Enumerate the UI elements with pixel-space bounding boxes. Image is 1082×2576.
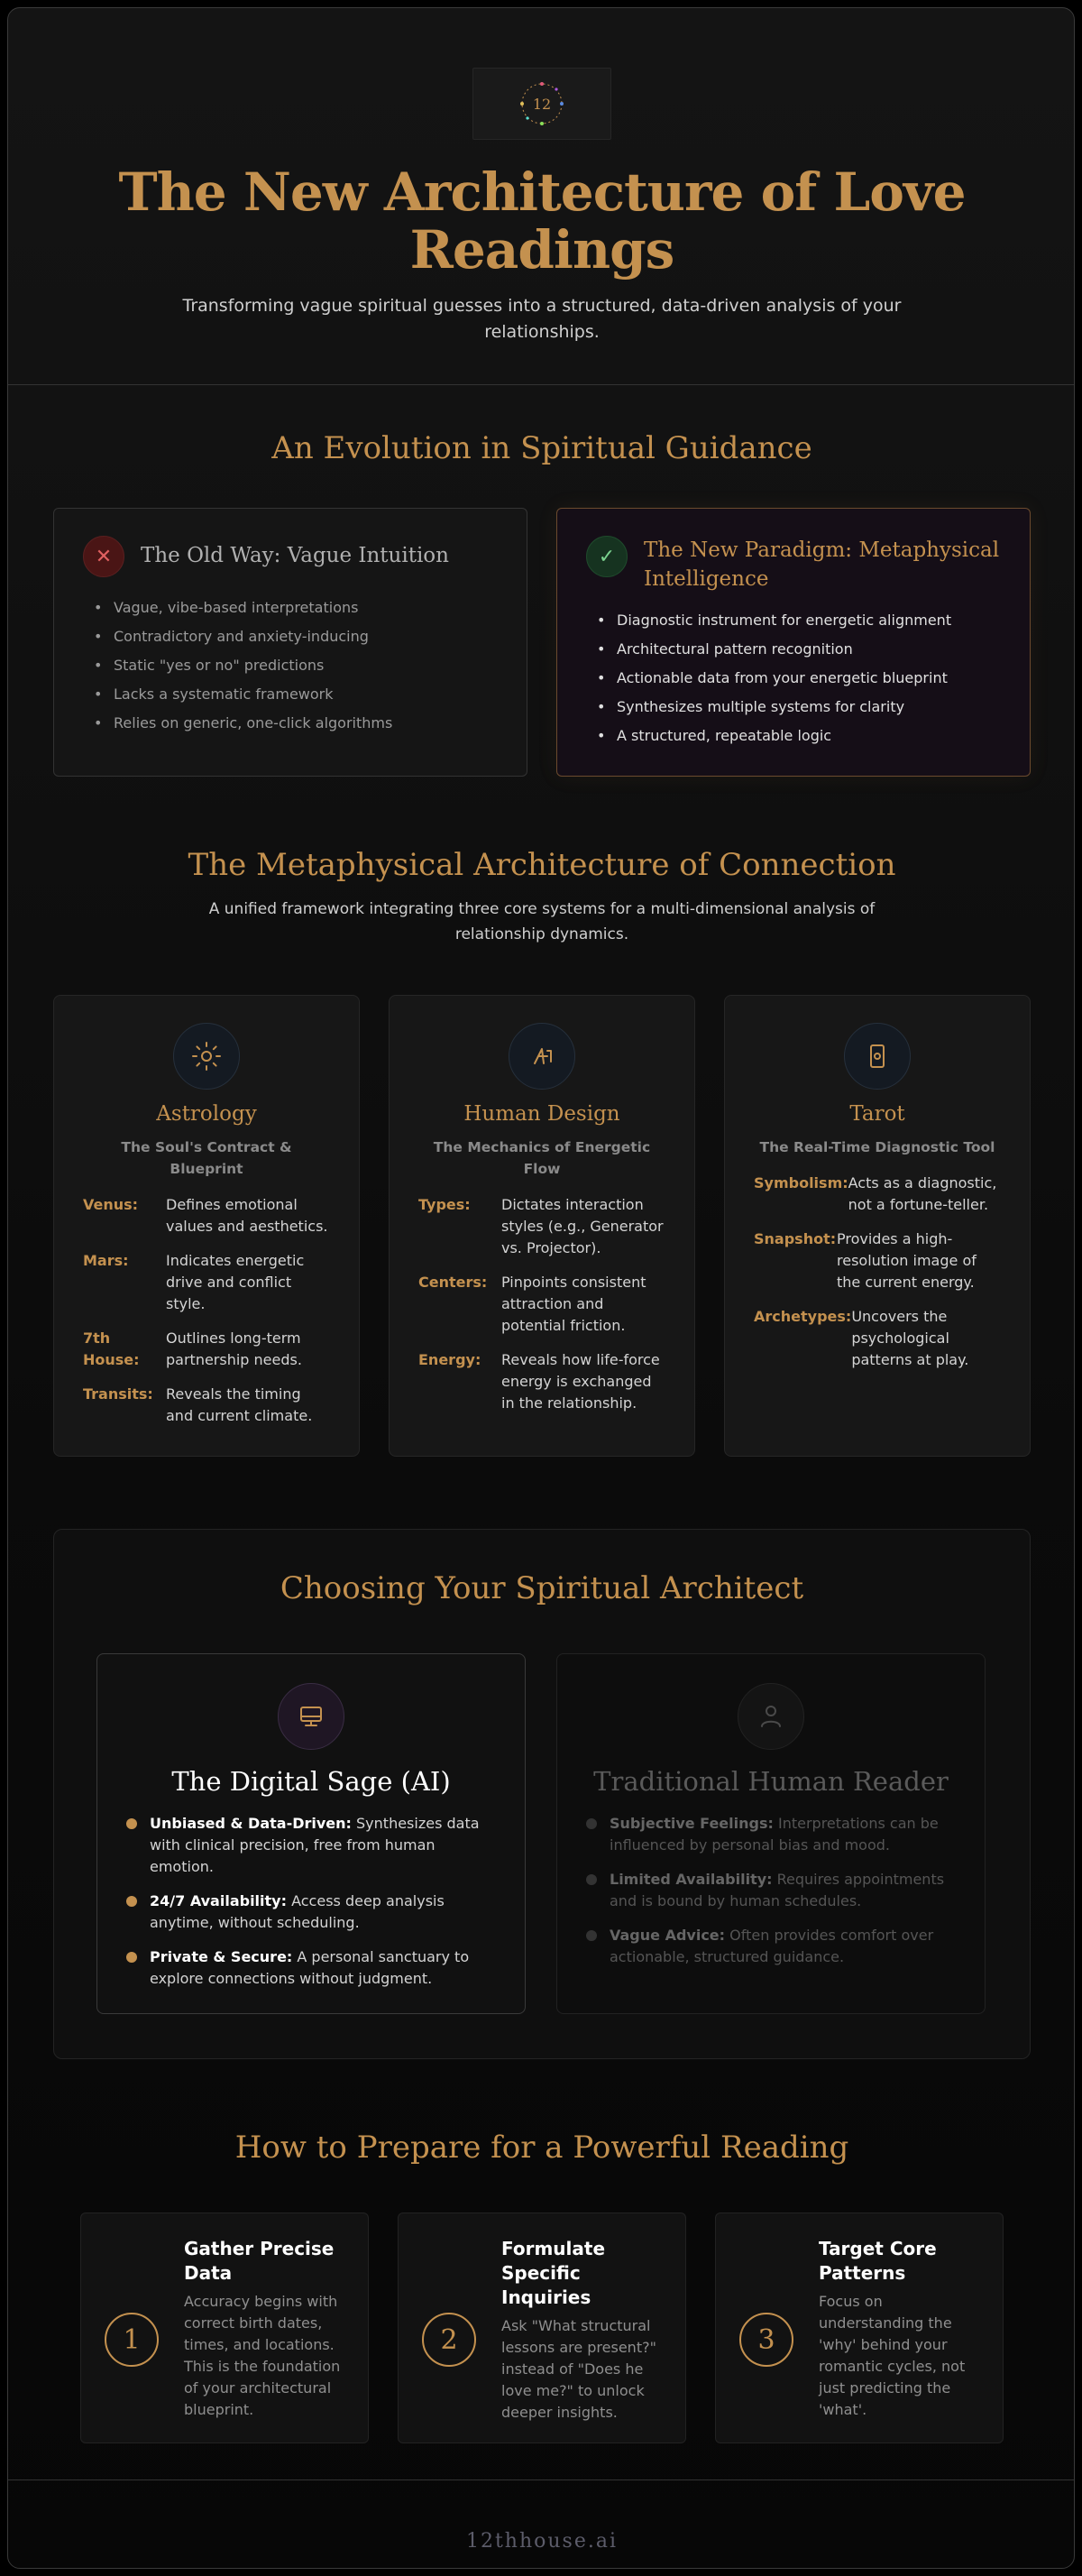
item-text: Interpretations can be influenced by personal bias and mood. (610, 1815, 939, 1854)
system-name: Astrology (156, 1102, 257, 1126)
check-icon: ✓ (586, 536, 628, 577)
astrology-card (53, 995, 360, 1457)
system-row (418, 1272, 665, 1337)
system-value: Indicates energetic drive and conflict style. (166, 1252, 305, 1312)
old-way-list (83, 593, 498, 738)
rune-icon (509, 1023, 575, 1090)
step-description: Accuracy begins with correct birth dates, times, and locations. This is the foundation of your architectural blueprint. (184, 2293, 341, 2418)
list-item (126, 1946, 496, 1990)
item-label: Vague Advice: (610, 1927, 726, 1944)
item-text: A personal sanctuary to explore connections without judgment. (150, 1948, 470, 1987)
system-key: Energy: (418, 1351, 481, 1368)
system-row (83, 1328, 330, 1371)
system-key: Snapshot: (754, 1230, 837, 1247)
item-text: Synthesizes data with clinical precision, free from human emotion. (150, 1815, 480, 1875)
step-number: 3 (739, 2313, 793, 2367)
tarot-card-icon (844, 1023, 911, 1090)
system-key: Venus: (83, 1196, 139, 1213)
step-title: Target Core Patterns (819, 2238, 937, 2284)
list-item (126, 1813, 496, 1878)
prepare-title: How to Prepare for a Powerful Reading (234, 2130, 849, 2166)
step-card (80, 2213, 369, 2443)
system-name: Tarot (849, 1102, 905, 1126)
list-item (586, 1869, 956, 1912)
monitor-icon (278, 1683, 344, 1750)
system-value: Acts as a diagnostic, not a fortune-teller. (848, 1174, 997, 1213)
sun-icon (173, 1023, 240, 1090)
list-item: • Contradictory and anxiety-inducing (94, 622, 498, 651)
list-item: • Relies on generic, one-click algorithms (94, 709, 498, 738)
system-row (83, 1194, 330, 1237)
step-description: Ask "What structural lessons are present?" instead of "Does he love me?" to unlock deeper insights. (501, 2317, 656, 2421)
system-row (418, 1194, 665, 1259)
system-key: Archetypes: (754, 1308, 852, 1325)
system-value: Provides a high-resolution image of the current energy. (837, 1230, 977, 1291)
system-tagline: The Real-Time Diagnostic Tool (759, 1139, 995, 1155)
human-reader-card (556, 1653, 986, 2014)
item-label: Private & Secure: (150, 1948, 293, 1965)
list-item (586, 1813, 956, 1856)
architecture-title: The Metaphysical Architecture of Connection (188, 847, 896, 883)
system-row (83, 1250, 330, 1315)
item-text: Requires appointments and is bound by human schedules. (610, 1871, 945, 1909)
system-value: Uncovers the psychological patterns at play. (851, 1308, 969, 1368)
list-item: • Architectural pattern recognition (597, 635, 1001, 664)
bullet-dot (126, 1818, 137, 1829)
system-row (83, 1384, 330, 1427)
list-item (126, 1891, 496, 1934)
list-item: • A structured, repeatable logic (597, 722, 1001, 750)
system-value: Reveals the timing and current climate. (166, 1385, 313, 1424)
system-key: Centers: (418, 1274, 488, 1291)
system-row (754, 1228, 1001, 1293)
system-value: Outlines long-term partnership needs. (166, 1329, 302, 1368)
system-key: Mars: (83, 1252, 129, 1269)
system-value: Pinpoints consistent attraction and potential friction. (501, 1274, 646, 1334)
architecture-subtitle: A unified framework integrating three core systems for a multi-dimensional analysis of relationship dynamics. (208, 900, 876, 943)
tarot-card (724, 995, 1031, 1457)
page-title: The New Architecture of Love Readings (118, 161, 966, 281)
bullet-dot (126, 1896, 137, 1907)
bullet-dot (586, 1930, 597, 1941)
person-icon (738, 1683, 804, 1750)
list-item: • Diagnostic instrument for energetic alignment (597, 606, 1001, 635)
digital-sage-title: The Digital Sage (AI) (171, 1766, 451, 1797)
step-number: 2 (422, 2313, 476, 2367)
step-title: Gather Precise Data (184, 2238, 335, 2284)
list-item (586, 1925, 956, 1968)
step-title: Formulate Specific Inquiries (501, 2238, 606, 2308)
footer-link[interactable]: 12thhouse.ai (465, 2530, 619, 2553)
step-card (398, 2213, 686, 2443)
item-label: Subjective Feelings: (610, 1815, 774, 1832)
system-row (754, 1173, 1001, 1216)
system-value: Defines emotional values and aesthetics. (166, 1196, 328, 1235)
digital-sage-card (96, 1653, 526, 2014)
svg-text:12: 12 (532, 96, 552, 113)
human-design-card (389, 995, 695, 1457)
page-subtitle: Transforming vague spiritual guesses into a structured, data-driven analysis of your relationships. (182, 296, 902, 342)
footer-divider (8, 2479, 1075, 2480)
old-way-title: The Old Way: Vague Intuition (141, 544, 449, 567)
system-row (418, 1349, 665, 1414)
list-item: • Vague, vibe-based interpretations (94, 593, 498, 622)
evolution-title: An Evolution in Spiritual Guidance (271, 430, 812, 466)
list-item: • Synthesizes multiple systems for clarity (597, 693, 1001, 722)
item-text: Often provides comfort over actionable, structured guidance. (610, 1927, 934, 1965)
human-reader-title: Traditional Human Reader (593, 1766, 949, 1797)
system-key: 7th House: (83, 1329, 140, 1368)
system-key: Transits: (83, 1385, 153, 1403)
step-description: Focus on understanding the 'why' behind your romantic cycles, not just predicting the 'what'. (819, 2293, 966, 2418)
bullet-dot (586, 1874, 597, 1885)
system-key: Types: (418, 1196, 471, 1213)
list-item: • Lacks a systematic framework (94, 680, 498, 709)
item-label: 24/7 Availability: (150, 1892, 287, 1909)
new-paradigm-title: The New Paradigm: Metaphysical Intelligence (644, 538, 1000, 591)
system-name: Human Design (463, 1102, 620, 1126)
new-paradigm-card (556, 508, 1031, 777)
step-card (715, 2213, 1004, 2443)
system-tagline: The Mechanics of Energetic Flow (433, 1139, 651, 1177)
page-frame (7, 7, 1075, 2569)
logo-icon (515, 77, 569, 131)
x-icon: ✕ (83, 536, 124, 577)
system-value: Reveals how life-force energy is exchanged in the relationship. (501, 1351, 660, 1412)
choose-title: Choosing Your Spiritual Architect (280, 1570, 804, 1606)
list-item: • Static "yes or no" predictions (94, 651, 498, 680)
list-item: • Actionable data from your energetic blueprint (597, 664, 1001, 693)
item-text: Access deep analysis anytime, without scheduling. (150, 1892, 445, 1931)
system-key: Symbolism: (754, 1174, 848, 1191)
system-tagline: The Soul's Contract & Blueprint (121, 1139, 292, 1177)
item-label: Limited Availability: (610, 1871, 773, 1888)
new-paradigm-list (586, 606, 1001, 750)
old-way-card (53, 508, 527, 777)
bullet-dot (586, 1818, 597, 1829)
system-value: Dictates interaction styles (e.g., Generator vs. Projector). (501, 1196, 664, 1256)
bullet-dot (126, 1952, 137, 1963)
logo (472, 68, 611, 140)
system-row (754, 1306, 1001, 1371)
step-number: 1 (105, 2313, 159, 2367)
header-divider (8, 384, 1075, 385)
item-label: Unbiased & Data-Driven: (150, 1815, 352, 1832)
